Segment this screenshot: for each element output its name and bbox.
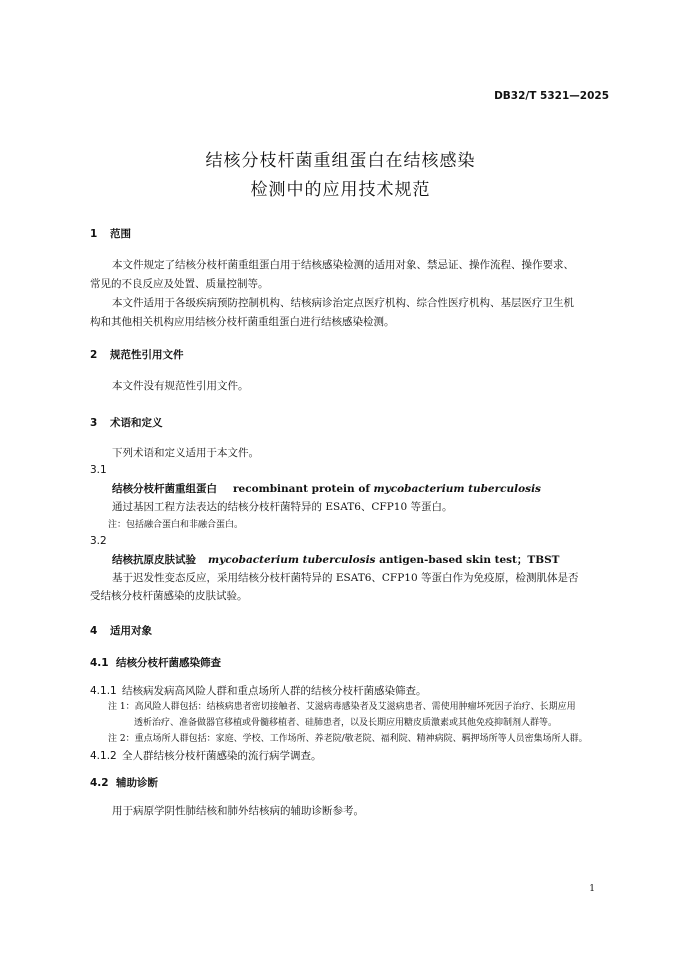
term-3-2-english-a: mycobacterium tuberculosis bbox=[208, 554, 376, 566]
section-4-title: 适用对象 bbox=[110, 625, 152, 637]
document-title-line1: 结核分枝杆菌重组蛋白在结核感染 bbox=[205, 151, 476, 171]
section-4-1-number: 4.1 bbox=[90, 657, 109, 669]
section-4-2-heading bbox=[90, 775, 158, 790]
section-3-number: 3 bbox=[90, 417, 98, 429]
section-4-1-1-number: 4.1.1 bbox=[90, 685, 117, 697]
section-3-heading bbox=[90, 415, 163, 430]
term-3-2-definition-line2: 受结核分枝杆菌感染的皮肤试验。 bbox=[90, 590, 248, 602]
term-3-2-chinese: 结核抗原皮肤试验 bbox=[112, 554, 196, 566]
term-3-2-definition-line1: 基于迟发性变态反应，采用结核分枝杆菌特异的 ESAT6、CFP10 等蛋白作为免疫原，检测肌体是否 bbox=[112, 572, 579, 584]
section-3-intro: 下列术语和定义适用于本文件。 bbox=[112, 447, 259, 459]
section-4-2-title: 辅助诊断 bbox=[116, 777, 158, 789]
note-1-line2: 透析治疗、准备做器官移植或骨髓移植者、硅肺患者，以及长期应用糖皮质激素或其他免疫抑制剂人群等。 bbox=[134, 718, 558, 728]
section-4-2-text: 用于病原学阴性肺结核和肺外结核病的辅助诊断参考。 bbox=[112, 805, 364, 817]
term-3-1-number: 3.1 bbox=[90, 464, 107, 476]
standard-code: DB32/T 5321—2025 bbox=[494, 90, 609, 102]
section-4-1-2 bbox=[90, 748, 322, 763]
section-2-heading bbox=[90, 347, 184, 362]
section-4-1-1 bbox=[90, 683, 427, 698]
section-2-number: 2 bbox=[90, 349, 98, 361]
section-1-para1-line1: 本文件规定了结核分枝杆菌重组蛋白用于结核感染检测的适用对象、禁忌证、操作流程、操作要求、 bbox=[112, 259, 574, 271]
section-4-2-number: 4.2 bbox=[90, 777, 109, 789]
term-3-2-heading bbox=[112, 552, 560, 567]
note-2: 注 2：重点场所人群包括：家庭、学校、工作场所、养老院/敬老院、福利院、精神病院、羁押场所等人员密集场所人群。 bbox=[108, 734, 588, 744]
term-3-1-note: 注：包括融合蛋白和非融合蛋白。 bbox=[108, 520, 244, 530]
term-3-1-chinese: 结核分枝杆菌重组蛋白 bbox=[112, 483, 217, 495]
section-1-para2-line2: 构和其他相关机构应用结核分枝杆菌重组蛋白进行结核感染检测。 bbox=[90, 316, 395, 328]
term-3-2-number: 3.2 bbox=[90, 535, 107, 547]
section-4-1-1-text: 结核病发病高风险人群和重点场所人群的结核分枝杆菌感染筛查。 bbox=[122, 685, 427, 697]
term-3-2-english-b: antigen-based skin test；TBST bbox=[375, 554, 560, 566]
section-4-heading bbox=[90, 623, 152, 638]
section-1-title: 范围 bbox=[110, 228, 131, 240]
section-4-1-title: 结核分枝杆菌感染筛查 bbox=[116, 657, 221, 669]
term-3-1-english-a: recombinant protein of bbox=[233, 483, 374, 495]
term-3-1-english-b: mycobacterium tuberculosis bbox=[373, 483, 541, 495]
section-4-1-2-number: 4.1.2 bbox=[90, 750, 117, 762]
note-1-line1: 注 1：高风险人群包括：结核病患者密切接触者、艾滋病毒感染者及艾滋病患者、需使用肿瘤坏死因子治疗、长期应用 bbox=[108, 702, 576, 712]
section-1-para2-line1: 本文件适用于各级疾病预防控制机构、结核病诊治定点医疗机构、综合性医疗机构、基层医疗卫生机 bbox=[112, 297, 574, 309]
section-2-title: 规范性引用文件 bbox=[110, 349, 184, 361]
page-number: 1 bbox=[589, 884, 595, 894]
section-1-heading bbox=[90, 226, 131, 241]
term-3-1-heading bbox=[112, 481, 541, 496]
section-3-title: 术语和定义 bbox=[110, 417, 163, 429]
section-4-1-2-text: 全人群结核分枝杆菌感染的流行病学调查。 bbox=[122, 750, 322, 762]
document-title-line2: 检测中的应用技术规范 bbox=[250, 180, 431, 200]
term-3-1-definition: 通过基因工程方法表达的结核分枝杆菌特异的 ESAT6、CFP10 等蛋白。 bbox=[112, 501, 453, 513]
section-4-number: 4 bbox=[90, 625, 98, 637]
section-1-para1-line2: 常见的不良反应及处置、质量控制等。 bbox=[90, 278, 269, 290]
section-1-number: 1 bbox=[90, 228, 98, 240]
section-2-para: 本文件没有规范性引用文件。 bbox=[112, 380, 249, 392]
section-4-1-heading bbox=[90, 655, 221, 670]
